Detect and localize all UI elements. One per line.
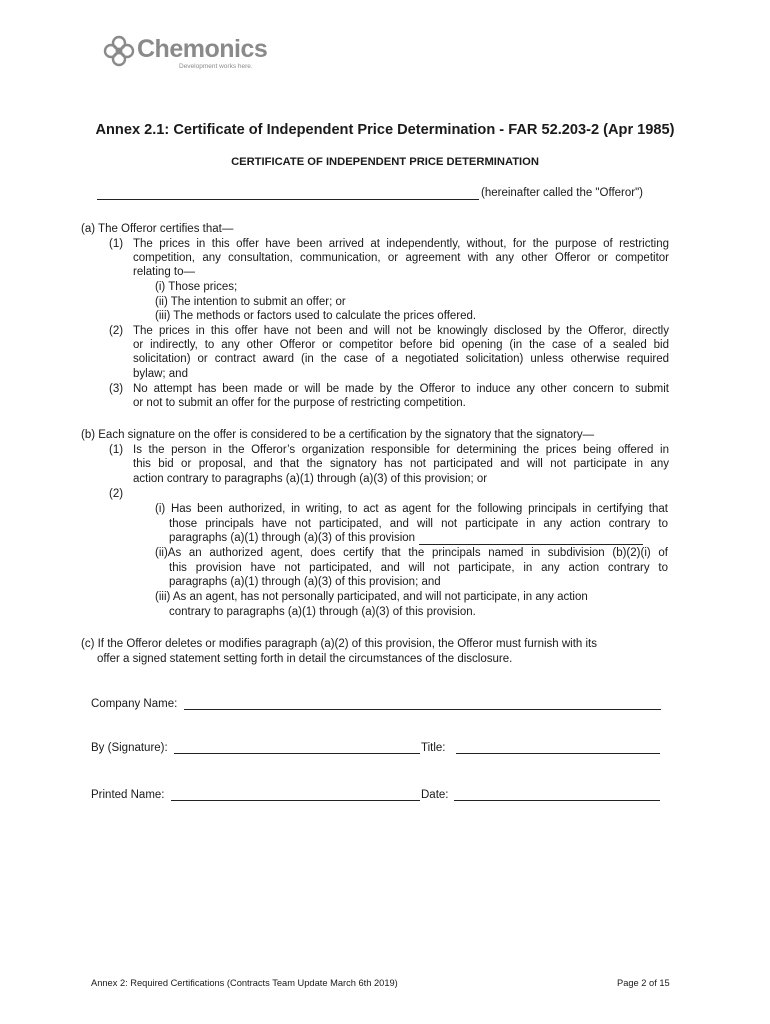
- section-a-item2-line: solicitation) or contract award (in the case of a negotiated solicitation) unless otherwise required: [133, 353, 669, 365]
- logo-tagline: Development works here.: [179, 63, 253, 70]
- section-c-line: (c) If the Offeror deletes or modifies paragraph (a)(2) of this provision, the Offeror must furnish with its: [81, 638, 598, 650]
- section-a-item2-line: or indirectly, to any other Offeror or competitor before bid opening (in the case of a sealed bid: [133, 339, 669, 351]
- page-number: Page 2 of 15: [617, 978, 670, 988]
- section-b-intro: (b) Each signature on the offer is considered to be a certification by the signatory that the signatory—: [81, 429, 595, 441]
- offeror-name-field[interactable]: [97, 187, 479, 200]
- section-a-item1-line: relating to—: [133, 266, 196, 278]
- signature-label: By (Signature):: [91, 742, 168, 754]
- section-b-item2-number: (2): [109, 488, 124, 500]
- chemonics-logo: [103, 33, 273, 75]
- section-a-item3-line: No attempt has been made or will be made by the Offeror to induce any other concern to submit: [133, 383, 669, 395]
- section-a-item1-number: (1): [109, 238, 124, 250]
- section-a-intro: (a) The Offeror certifies that—: [81, 223, 234, 235]
- section-a-item2-line: bylaw; and: [133, 368, 188, 380]
- signature-field[interactable]: [174, 753, 420, 754]
- section-b-sub-i-line: those principals have not participated, and will not participate in any action contrary to: [169, 518, 668, 530]
- date-field[interactable]: [454, 800, 660, 801]
- section-b-sub-i-line: (i) Has been authorized, in writing, to act as agent for the following principals in certifying that: [155, 503, 668, 515]
- section-a-item2-number: (2): [109, 325, 124, 337]
- section-a-sub-iii: (iii) The methods or factors used to calculate the prices offered.: [155, 310, 477, 322]
- company-name-field[interactable]: [184, 709, 661, 710]
- section-a-item3-line: or not to submit an offer for the purpose of restricting competition.: [133, 397, 466, 409]
- section-a-item1-line: competition, any consultation, communication, or agreement with any other Offeror or competitor: [133, 252, 669, 264]
- section-b-item1-line: Is the person in the Offeror’s organization responsible for determining the prices being offered in: [133, 444, 669, 456]
- certificate-heading: CERTIFICATE OF INDEPENDENT PRICE DETERMINATION: [231, 156, 539, 168]
- section-b-sub-i-text: paragraphs (a)(1) through (a)(3) of this provision: [169, 532, 416, 544]
- section-a-item2-line: The prices in this offer have not been and will not be knowingly disclosed by the Offeror, directly: [133, 325, 669, 337]
- date-label: Date:: [421, 789, 449, 801]
- section-b-sub-iii-line: (iii) As an agent, has not personally participated, and will not participate, in any action: [155, 591, 588, 603]
- printed-name-label: Printed Name:: [91, 789, 165, 801]
- section-b-item1-line: action contrary to paragraphs (a)(1) through (a)(3) of this provision; or: [133, 473, 488, 485]
- section-b-item1-number: (1): [109, 444, 124, 456]
- company-name-label: Company Name:: [91, 698, 178, 710]
- section-b-sub-ii-line: this provision have not participated, and will not participate, in any action contrary to: [169, 562, 668, 574]
- printed-name-field[interactable]: [171, 800, 420, 801]
- section-a-sub-i: (i) Those prices;: [155, 281, 238, 293]
- footer-left: Annex 2: Required Certifications (Contracts Team Update March 6th 2019): [91, 978, 398, 988]
- section-b-sub-iii-line: contrary to paragraphs (a)(1) through (a)(3) of this provision.: [169, 606, 476, 618]
- section-b-sub-ii-line: (ii)As an authorized agent, does certify that the principals named in subdivision (b)(2)(i) of: [155, 547, 668, 559]
- section-a-item3-number: (3): [109, 383, 124, 395]
- section-c-line: offer a signed statement setting forth in detail the circumstances of the disclosure.: [97, 653, 513, 665]
- principals-field[interactable]: [419, 533, 643, 545]
- logo-mark-icon: [103, 35, 135, 67]
- offeror-suffix: (hereinafter called the "Offeror"): [481, 187, 643, 199]
- offeror-name-row: [97, 186, 643, 200]
- title-field[interactable]: [456, 753, 660, 754]
- section-b-sub-ii-line: paragraphs (a)(1) through (a)(3) of this provision; and: [169, 576, 441, 588]
- logo-brand: Chemonics: [137, 35, 268, 63]
- section-b-sub-i-line: [169, 531, 643, 545]
- section-a-sub-ii: (ii) The intention to submit an offer; or: [155, 296, 346, 308]
- section-a-item1-line: The prices in this offer have been arrived at independently, without, for the purpose of restricting: [133, 238, 669, 250]
- title-label: Title:: [421, 742, 446, 754]
- page-title: Annex 2.1: Certificate of Independent Price Determination - FAR 52.203-2 (Apr 1985): [95, 122, 675, 138]
- section-b-item1-line: this bid or proposal, and that the signatory has not participated and will not participate in any: [133, 458, 669, 470]
